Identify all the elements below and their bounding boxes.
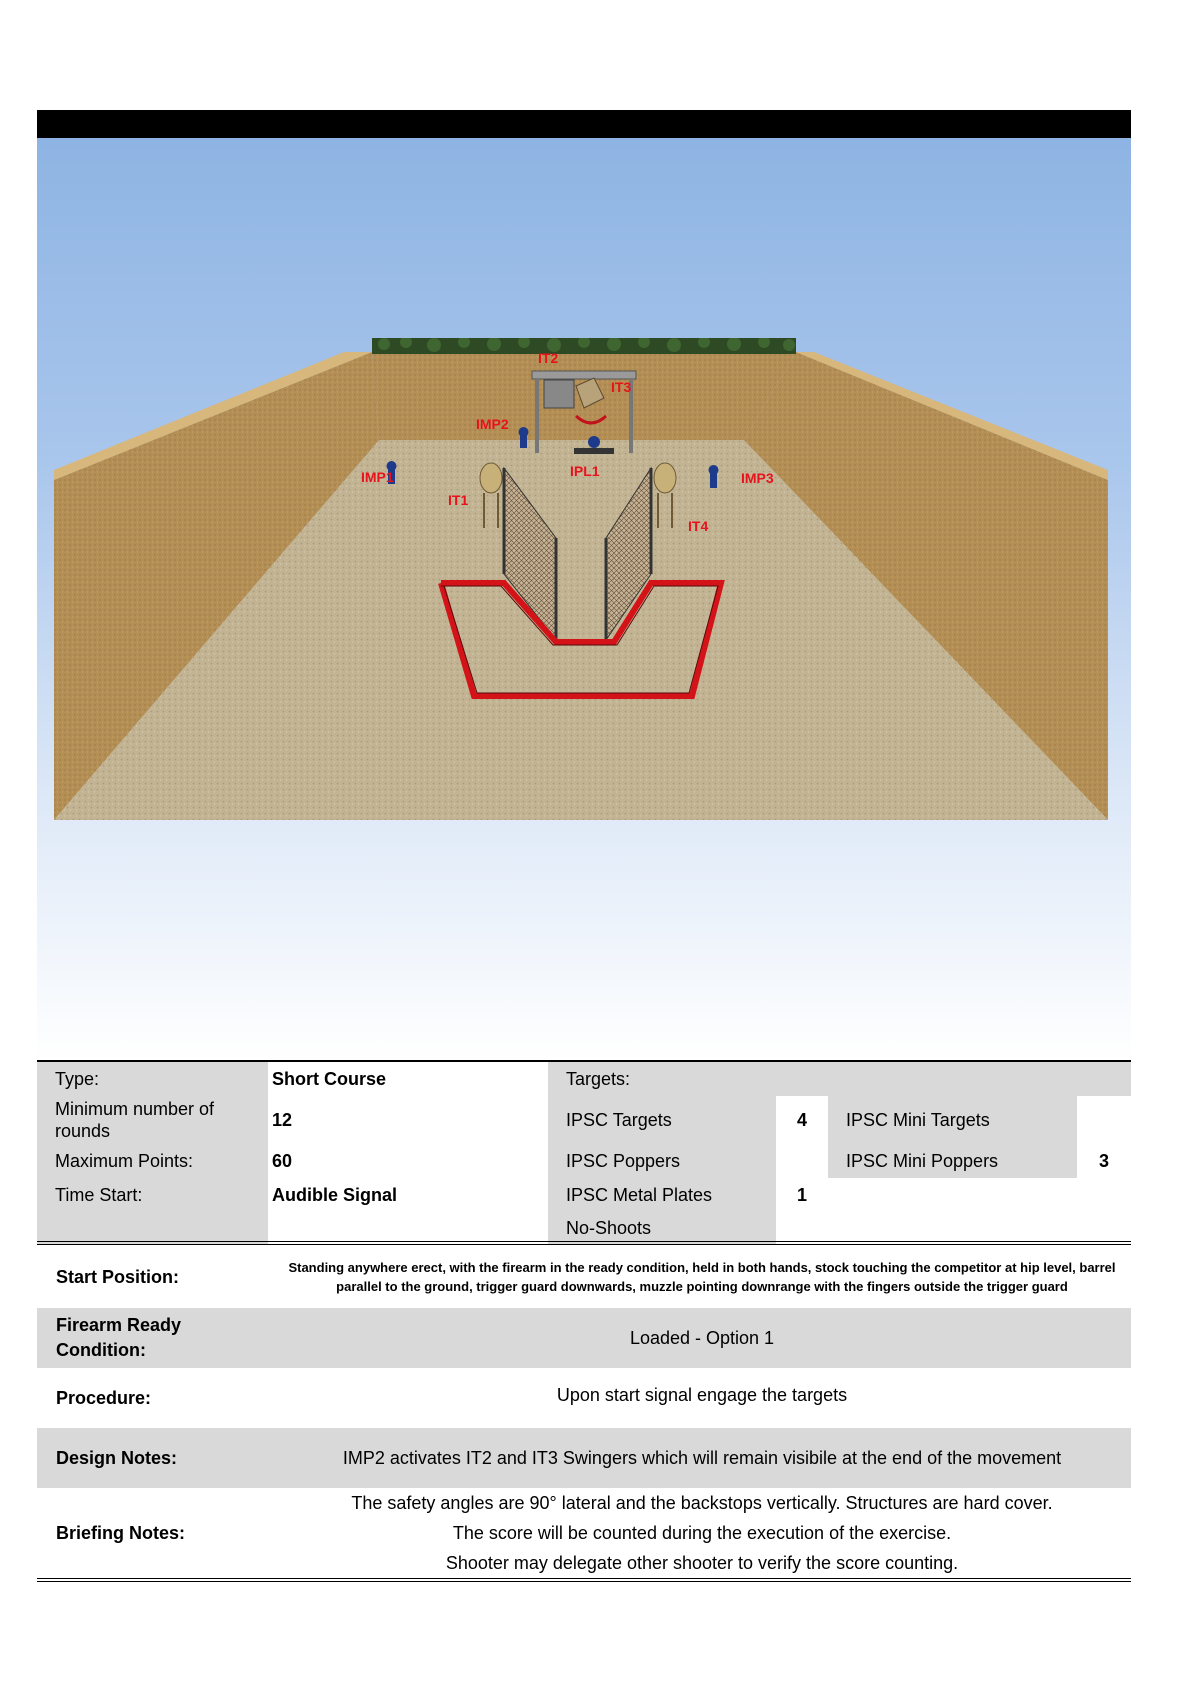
firearm-ready-row xyxy=(37,1308,1131,1368)
time-start-label: Time Start: xyxy=(37,1178,268,1212)
header-bar xyxy=(37,110,1131,138)
ipsc-mini-poppers-value: 3 xyxy=(1099,1150,1110,1171)
stage-diagram xyxy=(54,338,1108,820)
max-points-label: Maximum Points: xyxy=(37,1144,268,1178)
start-position-row xyxy=(37,1247,1131,1307)
stage-info-table xyxy=(37,1060,1131,1244)
type-value: Short Course xyxy=(272,1068,387,1089)
start-position-value: Standing anywhere erect, with the firearm in the ready condition, held in both hands, stock touching the competitor at hip level, barrel parallel to the ground, trigger guard downwards, muzzle pointing downrange with the fingers outside the trigger guard xyxy=(288,1260,1116,1294)
ipsc-targets-label: IPSC Targets xyxy=(548,1096,776,1144)
label-ipl1: IPL1 xyxy=(570,463,600,479)
min-rounds-value: 12 xyxy=(272,1109,293,1130)
firearm-ready-value: Loaded - Option 1 xyxy=(629,1327,775,1348)
ipsc-targets-value: 4 xyxy=(796,1109,807,1130)
firearm-ready-label: Firearm Ready Condition: xyxy=(56,1315,182,1360)
bottom-divider xyxy=(37,1578,1131,1582)
type-label: Type: xyxy=(37,1062,268,1096)
ipsc-metal-plates-label: IPSC Metal Plates xyxy=(548,1178,776,1212)
briefing-notes-row xyxy=(37,1488,1131,1578)
procedure-row xyxy=(37,1368,1131,1428)
label-it2: IT2 xyxy=(538,350,559,366)
ipsc-metal-plates-value: 1 xyxy=(796,1184,807,1205)
ipsc-mini-targets-value xyxy=(1077,1096,1131,1144)
no-shoots-value xyxy=(776,1212,828,1244)
divider xyxy=(37,1241,1131,1245)
label-it4: IT4 xyxy=(688,518,709,534)
label-imp3: IMP3 xyxy=(741,470,774,486)
procedure-value: Upon start signal engage the targets xyxy=(556,1384,848,1405)
design-notes-label: Design Notes: xyxy=(56,1447,178,1468)
procedure-label: Procedure: xyxy=(56,1387,152,1408)
ipsc-poppers-value xyxy=(776,1144,828,1178)
briefing-notes-label: Briefing Notes: xyxy=(56,1522,186,1543)
targets-label: Targets: xyxy=(548,1062,1131,1096)
design-notes-row xyxy=(37,1428,1131,1488)
ipsc-poppers-label: IPSC Poppers xyxy=(548,1144,776,1178)
label-it1: IT1 xyxy=(448,492,469,508)
ipsc-mini-poppers-label: IPSC Mini Poppers xyxy=(828,1144,1077,1178)
ipsc-mini-targets-label: IPSC Mini Targets xyxy=(828,1096,1077,1144)
label-imp1: IMP1 xyxy=(361,469,394,485)
briefing-line: Shooter may delegate other shooter to verify the score counting. xyxy=(445,1553,959,1573)
label-it3: IT3 xyxy=(611,379,632,395)
briefing-line: The score will be counted during the execution of the exercise. xyxy=(452,1523,952,1543)
min-rounds-label: Minimum number of rounds xyxy=(37,1096,268,1144)
time-start-value: Audible Signal xyxy=(272,1184,398,1205)
start-position-label: Start Position: xyxy=(56,1266,180,1287)
briefing-notes-value xyxy=(273,1488,1131,1578)
no-shoots-label: No-Shoots xyxy=(548,1212,776,1244)
briefing-line: The safety angles are 90° lateral and the backstops vertically. Structures are hard cover. xyxy=(351,1493,1053,1513)
max-points-value: 60 xyxy=(272,1150,293,1171)
design-notes-value: IMP2 activates IT2 and IT3 Swingers which will remain visibile at the end of the movement xyxy=(342,1447,1062,1468)
label-imp2: IMP2 xyxy=(476,416,509,432)
